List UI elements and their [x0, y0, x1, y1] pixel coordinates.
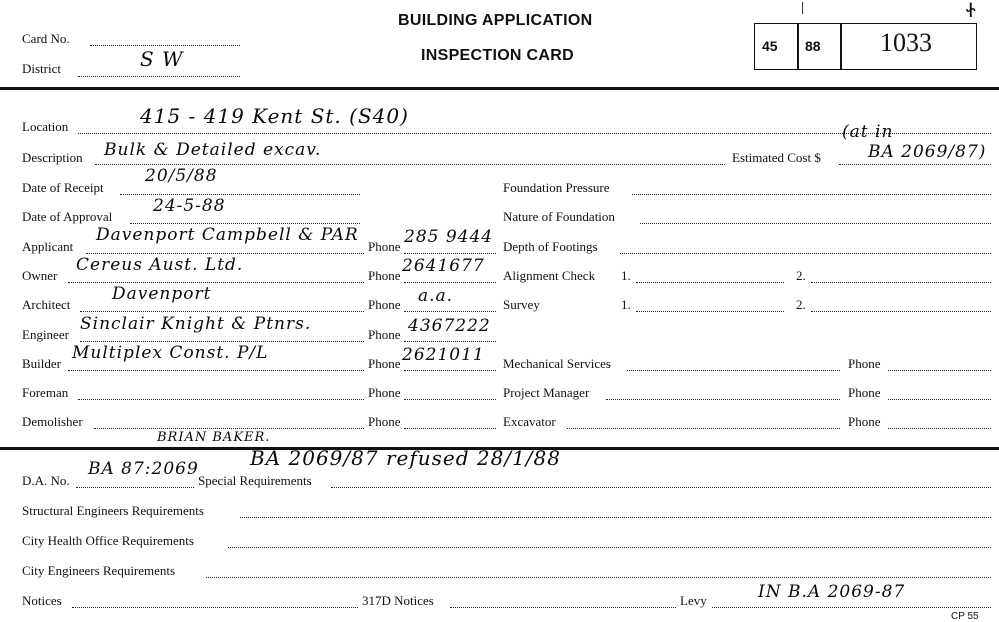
demolisher-line[interactable]: [94, 428, 364, 429]
date-approval-value: 24-5-88: [153, 196, 226, 216]
engineer-phone-value: 4367222: [408, 316, 491, 336]
excavator-phone-label: Phone: [848, 414, 881, 429]
applicant-line[interactable]: [86, 253, 364, 254]
corner-mark-icon: Ꮠ: [966, 0, 977, 22]
foundation-pressure-line[interactable]: [632, 194, 991, 195]
location-value: 415 - 419 Kent St. (S40): [140, 104, 409, 128]
structural-requirements-label: Structural Engineers Requirements: [22, 503, 204, 518]
estimated-cost-value: BA 2069/87): [868, 142, 987, 162]
levy-line[interactable]: [712, 607, 991, 608]
levy-value: IN B.A 2069-87: [758, 582, 906, 602]
survey-label: Survey: [503, 297, 540, 312]
da-no-line[interactable]: [76, 487, 194, 488]
alignment-check-label: Alignment Check: [503, 268, 596, 283]
owner-line[interactable]: [68, 282, 364, 283]
builder-phone-value: 2621011: [402, 345, 485, 365]
architect-line[interactable]: [80, 311, 364, 312]
tick-mark: [802, 2, 803, 14]
architect-label: Architect: [22, 297, 71, 312]
engineer-phone-line[interactable]: [404, 341, 496, 342]
architect-phone-line[interactable]: [404, 311, 496, 312]
card-no-label: Card No.: [22, 31, 70, 46]
builder-phone-line[interactable]: [404, 370, 496, 371]
builder-label: Builder: [22, 356, 61, 371]
levy-label: Levy: [680, 593, 707, 608]
project-manager-phone-line[interactable]: [888, 399, 991, 400]
notices-label: Notices: [22, 593, 62, 608]
applicant-phone-label: Phone: [368, 239, 401, 254]
location-label: Location: [22, 119, 69, 134]
special-requirements-value: BA 2069/87 refused 28/1/88: [250, 446, 561, 470]
alignment-1-line[interactable]: [636, 282, 784, 283]
engineer-value: Sinclair Knight & Ptnrs.: [80, 314, 312, 334]
survey-1-number: 1.: [621, 297, 631, 312]
city-engineers-line[interactable]: [206, 577, 991, 578]
description-line[interactable]: [95, 164, 725, 165]
architect-phone-label: Phone: [368, 297, 401, 312]
depth-footings-line[interactable]: [620, 253, 991, 254]
demolisher-phone-line[interactable]: [404, 428, 496, 429]
mechanical-phone-line[interactable]: [888, 370, 991, 371]
builder-value: Multiplex Const. P/L: [72, 343, 269, 363]
alignment-2-line[interactable]: [811, 282, 991, 283]
excavator-label: Excavator: [503, 414, 556, 429]
builder-line[interactable]: [68, 370, 364, 371]
owner-label: Owner: [22, 268, 58, 283]
owner-phone-line[interactable]: [404, 282, 496, 283]
notices-line[interactable]: [72, 607, 358, 608]
notices-317d-line[interactable]: [450, 607, 676, 608]
nature-foundation-label: Nature of Foundation: [503, 209, 615, 224]
engineer-line[interactable]: [80, 341, 364, 342]
estimated-cost-label: Estimated Cost $: [732, 150, 821, 165]
foreman-phone-label: Phone: [368, 385, 401, 400]
demolisher-phone-label: Phone: [368, 414, 401, 429]
demolisher-label: Demolisher: [22, 414, 83, 429]
date-receipt-line[interactable]: [120, 194, 360, 195]
box-divider-2: [840, 24, 842, 69]
project-manager-line[interactable]: [606, 399, 840, 400]
depth-footings-label: Depth of Footings: [503, 239, 598, 254]
form-code: CP 55: [951, 611, 979, 622]
district-label: District: [22, 61, 61, 76]
header-rule: [0, 87, 999, 90]
foreman-line[interactable]: [78, 399, 364, 400]
project-manager-label: Project Manager: [503, 385, 590, 400]
architect-value: Davenport: [112, 284, 212, 304]
card-number-box: [754, 23, 977, 70]
applicant-label: Applicant: [22, 239, 74, 254]
project-manager-phone-label: Phone: [848, 385, 881, 400]
foreman-label: Foreman: [22, 385, 69, 400]
nature-foundation-line[interactable]: [640, 223, 991, 224]
foreman-phone-line[interactable]: [404, 399, 496, 400]
survey-1-line[interactable]: [636, 311, 784, 312]
mechanical-phone-label: Phone: [848, 356, 881, 371]
applicant-value: Davenport Campbell & PAR: [96, 225, 359, 245]
box-divider-1: [797, 24, 799, 69]
district-line[interactable]: [78, 76, 240, 77]
engineer-label: Engineer: [22, 327, 69, 342]
city-engineers-label: City Engineers Requirements: [22, 563, 176, 578]
box-code-a: 45: [762, 38, 778, 54]
date-receipt-label: Date of Receipt: [22, 180, 104, 195]
excavator-phone-line[interactable]: [888, 428, 991, 429]
health-requirements-label: City Health Office Requirements: [22, 533, 194, 548]
description-label: Description: [22, 150, 83, 165]
architect-phone-value: a.a.: [418, 286, 454, 306]
form-title: BUILDING APPLICATION: [398, 12, 593, 29]
form-subtitle: INSPECTION CARD: [421, 47, 574, 64]
card-number: 1033: [880, 28, 932, 57]
applicant-phone-line[interactable]: [404, 253, 496, 254]
survey-2-line[interactable]: [811, 311, 991, 312]
structural-requirements-line[interactable]: [240, 517, 991, 518]
date-receipt-value: 20/5/88: [145, 166, 218, 186]
district-value: S W: [140, 47, 184, 71]
mechanical-label: Mechanical Services: [503, 356, 611, 371]
date-approval-line[interactable]: [130, 223, 360, 224]
engineer-phone-label: Phone: [368, 327, 401, 342]
box-code-b: 88: [805, 38, 821, 54]
da-no-label: D.A. No.: [22, 473, 70, 488]
mechanical-line[interactable]: [627, 370, 840, 371]
description-value: Bulk & Detailed excav.: [104, 140, 322, 160]
excavator-line[interactable]: [567, 428, 840, 429]
foundation-pressure-label: Foundation Pressure: [503, 180, 610, 195]
special-requirements-line[interactable]: [331, 487, 991, 488]
estimated-cost-line[interactable]: [839, 164, 991, 165]
builder-phone-label: Phone: [368, 356, 401, 371]
card-no-line[interactable]: [90, 45, 240, 46]
alignment-1-number: 1.: [621, 268, 631, 283]
date-approval-label: Date of Approval: [22, 209, 113, 224]
da-no-value: BA 87:2069: [88, 459, 199, 479]
owner-value: Cereus Aust. Ltd.: [76, 255, 244, 275]
survey-2-number: 2.: [796, 297, 806, 312]
estimated-cost-note: (at in: [842, 122, 894, 142]
owner-phone-label: Phone: [368, 268, 401, 283]
alignment-2-number: 2.: [796, 268, 806, 283]
brian-baker-note: BRIAN BAKER.: [157, 430, 271, 445]
owner-phone-value: 2641677: [402, 256, 485, 276]
notices-317d-label: 317D Notices: [362, 593, 434, 608]
special-requirements-label: Special Requirements: [198, 473, 312, 488]
health-requirements-line[interactable]: [228, 547, 991, 548]
applicant-phone-value: 285 9444: [404, 227, 494, 247]
